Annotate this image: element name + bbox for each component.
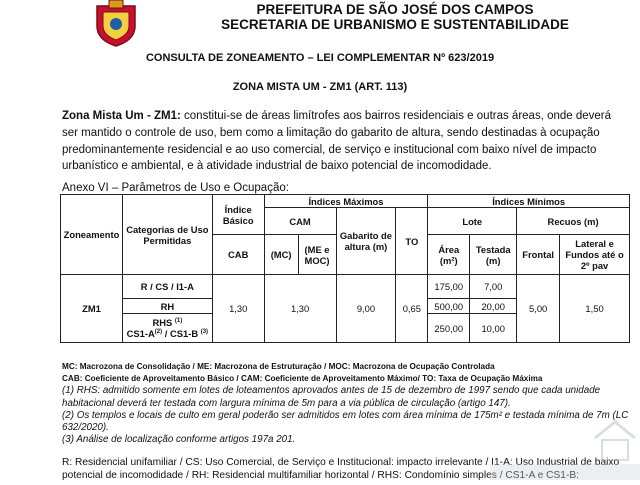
cell-area-1: 175,00 (428, 275, 470, 299)
header-area: Área (m²) (428, 235, 470, 275)
intro-label: Zona Mista Um - ZM1: (62, 110, 181, 122)
cat3-cs1a: CS1-A (126, 328, 155, 339)
header-gabarito: Gabarito de altura (m) (336, 208, 396, 275)
header-indices-minimos: Índices Mínimos (428, 195, 630, 208)
annex-title: Anexo VI – Parâmetros de Uso e Ocupação: (62, 182, 289, 194)
cell-frontal: 5,00 (517, 275, 560, 343)
cell-lateral: 1,50 (560, 275, 630, 343)
footnote-mark-1: (1) (174, 317, 183, 324)
header-line-1: PREFEITURA DE SÃO JOSÉ DOS CAMPOS (256, 2, 534, 17)
cell-gabarito: 9,00 (336, 275, 396, 343)
header-frontal: Frontal (517, 235, 560, 275)
header-zoneamento: Zoneamento (61, 195, 123, 275)
cell-cab: 1,30 (212, 275, 264, 343)
cat3-cs1b: / CS1-B (164, 328, 199, 339)
header-cab: CAB (212, 235, 264, 275)
zona-title: ZONA MISTA UM - ZM1 (ART. 113) (232, 81, 408, 93)
footnote-mark-2: (2) (154, 328, 163, 335)
cell-testada-3: 10,00 (470, 314, 517, 343)
cell-area-3: 250,00 (428, 314, 470, 343)
header-indice-basico: Índice Básico (212, 195, 264, 235)
cell-testada-2: 20,00 (470, 299, 517, 314)
header-indices-maximos: Índices Máximos (264, 195, 428, 208)
intro-text: constitui-se de áreas limítrofes aos bairros residenciais e outras áreas, onde deverá ser mantido o controle de uso, bem como a limitação do gabarito de altura, sendo destinadas à ocupação predominantemente residencial e ao uso comercial, de serviço e institucional com baixo nível de impacto urbanístico e ambiental, e à atividade industrial de baixo potencial de incomodidade. (62, 110, 612, 173)
header-mc: (MC) (264, 235, 298, 275)
header-recuos: Recuos (m) (517, 208, 630, 235)
legend-text: R: Residencial unifamiliar / CS: Uso Comercial, de Serviço e Institucional: impacto irrelevante / I1-A: Uso Industrial de baixo potencial de incomodidade / RH: Residencial multifamiliar horizontal / RHS: Condomínio simples / CS1-A e CS1-B: (62, 457, 620, 481)
cell-zone: ZM1 (61, 275, 123, 343)
note-abbreviations-1: MC: Macrozona de Consolidação / ME: Macrozona de Estruturação / MOC: Macrozona de Ocupação Controlada (62, 362, 495, 371)
intro-paragraph (62, 108, 630, 175)
cell-testada-1: 7,00 (470, 275, 517, 299)
footnote-mark-3: (3) (200, 328, 209, 335)
cell-cam-mc: 1,30 (264, 275, 336, 343)
note-1: (1) RHS: admitido somente em lotes de loteamentos aprovados antes de 15 de dezembro de 1997 sendo que cada unidade habitacional deverá ter testada com largura mínima de 5m para a via pública de circulação (artigo 147). (62, 385, 601, 409)
header-me-moc: (ME e MOC) (298, 235, 336, 275)
cell-to: 0,65 (396, 275, 428, 343)
parameters-table (60, 194, 630, 343)
note-2: (2) Os templos e locais de culto em geral poderão ser admitidos em lotes com área mínima de 175m² e testada mínima de 7m (LC 632/2020). (62, 409, 629, 434)
header-lote: Lote (428, 208, 517, 235)
header-testada: Testada (m) (470, 235, 517, 275)
header-categorias: Categorias de Uso Permitidas (122, 195, 212, 275)
cell-category-3 (122, 314, 212, 343)
header-to: TO (396, 208, 428, 275)
cell-category-2: RH (122, 299, 212, 314)
consulta-title: CONSULTA DE ZONEAMENTO – LEI COMPLEMENTAR Nº 623/2019 (145, 52, 495, 64)
note-abbreviations-2: CAB: Coeficiente de Aproveitamento Básico / CAM: Coeficiente de Aproveitamento Máximo/ TO: Taxa de Ocupação Máxima (62, 374, 543, 384)
header-cam: CAM (264, 208, 336, 235)
header-lateral: Lateral e Fundos até o 2º pav (560, 235, 630, 275)
cell-area-2: 500,00 (428, 299, 470, 314)
cell-category-1: R / CS / I1-A (122, 275, 212, 299)
note-3: (3) Análise de localização conforme artigos 197a 201. (62, 434, 296, 446)
header-line-2: SECRETARIA DE URBANISMO E SUSTENTABILIDADE (221, 17, 569, 32)
cat3-rhs: RHS (152, 317, 173, 328)
city-coat-of-arms-icon (91, 0, 141, 48)
watermark-logo-icon (490, 400, 640, 480)
